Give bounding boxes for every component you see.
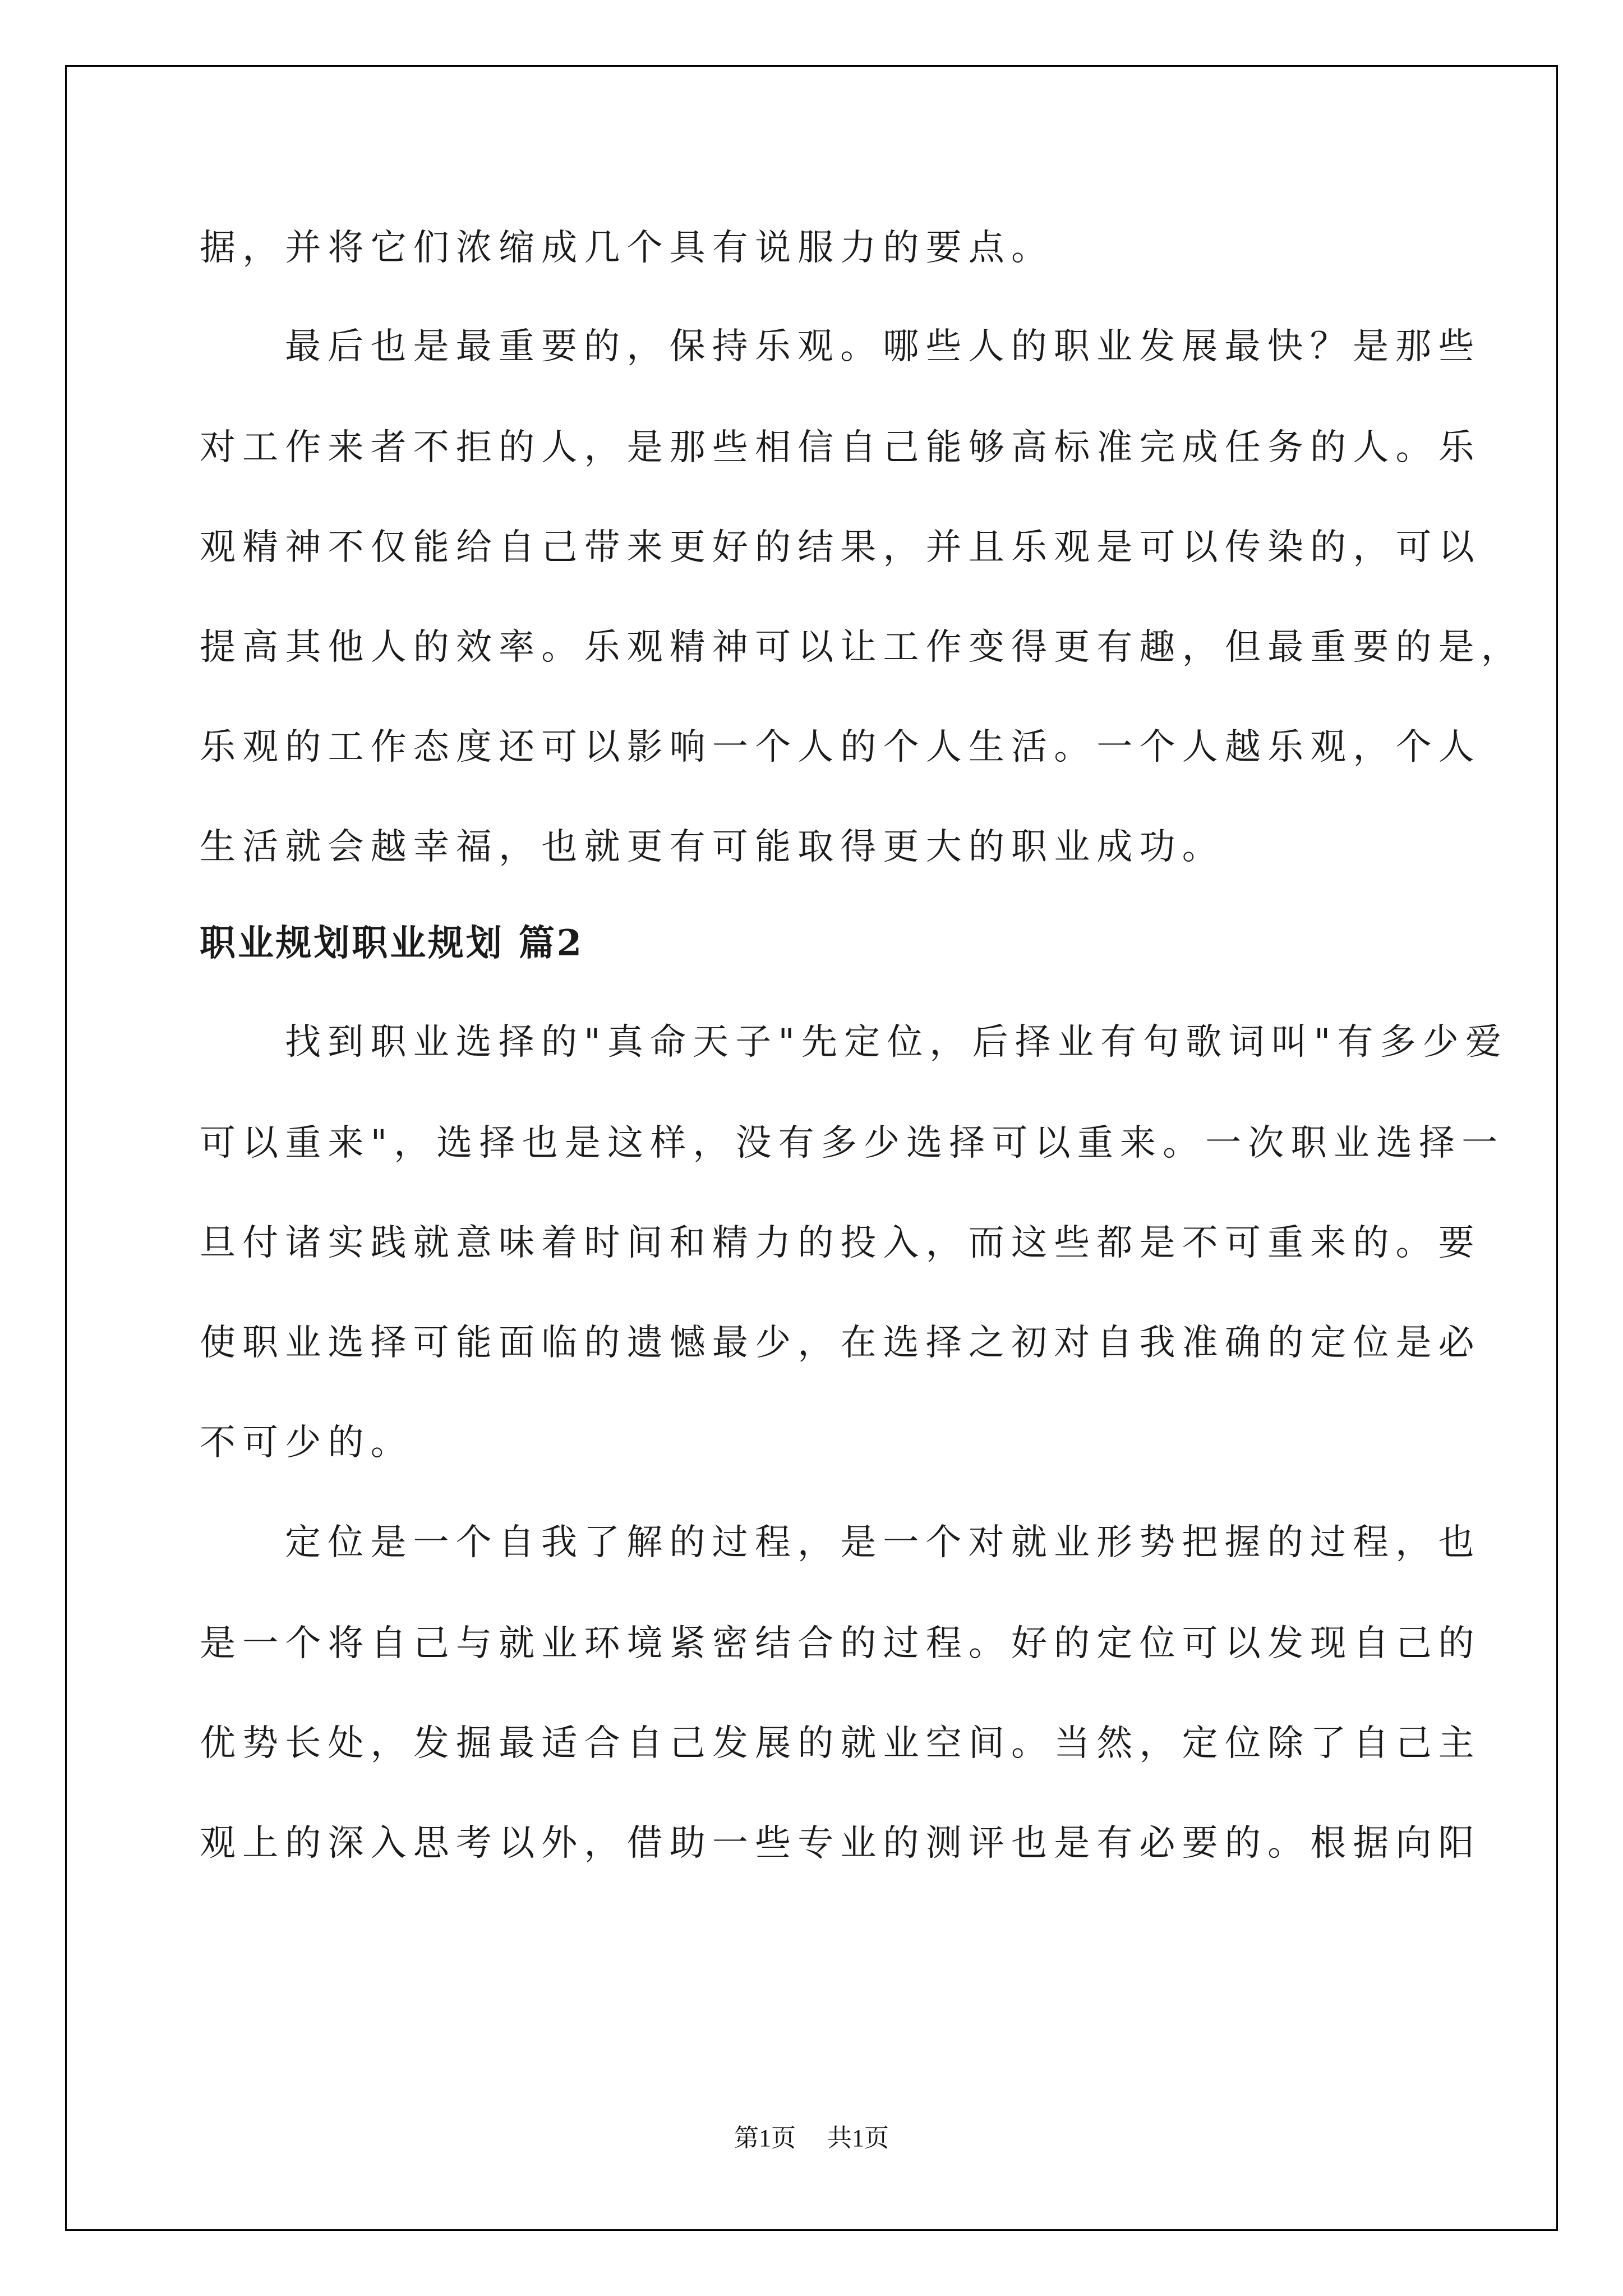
paragraph-line: 对工作来者不拒的人，是那些相信自己能够高标准完成任务的人。乐 (200, 427, 1481, 468)
paragraph-line: 乐观的工作态度还可以影响一个人的个人生活。一个人越乐观，个人 (200, 726, 1481, 768)
paragraph-line: 可以重来"，选择也是这样，没有多少选择可以重来。一次职业选择一 (200, 1122, 1505, 1164)
paragraph-line: 最后也是最重要的，保持乐观。哪些人的职业发展最快？是那些 (285, 326, 1481, 367)
paragraph-line: 旦付诸实践就意味着时间和精力的投入，而这些都是不可重来的。要 (200, 1222, 1481, 1264)
paragraph-line: 找到职业选择的"真命天子"先定位，后择业有句歌词叫"有多少爱 (285, 1022, 1509, 1063)
paragraph-line: 优势长处，发掘最适合自己发展的就业空间。当然，定位除了自己主 (200, 1723, 1481, 1764)
section-heading: 职业规划职业规划 篇2 (200, 922, 584, 964)
paragraph-line: 不可少的。 (200, 1422, 413, 1464)
page-total: 共1页 (827, 2124, 889, 2152)
paragraph-line: 定位是一个自我了解的过程，是一个对就业形势把握的过程，也 (285, 1522, 1481, 1563)
paragraph-line: 是一个将自己与就业环境紧密结合的过程。好的定位可以发现自己的 (200, 1623, 1481, 1664)
paragraph-line: 提高其他人的效率。乐观精神可以让工作变得更有趣，但最重要的是， (200, 627, 1524, 668)
paragraph-line: 使职业选择可能面临的遗憾最少，在选择之初对自我准确的定位是必 (200, 1322, 1481, 1364)
paragraph-line: 观精神不仅能给自己带来更好的结果，并且乐观是可以传染的，可以 (200, 527, 1481, 568)
page-number: 第1页 (734, 2124, 796, 2152)
paragraph-line: 生活就会越幸福，也就更有可能取得更大的职业成功。 (200, 826, 1225, 868)
page-footer (0, 2123, 1623, 2154)
paragraph-line: 观上的深入思考以外，借助一些专业的测评也是有必要的。根据向阳 (200, 1823, 1481, 1864)
paragraph-line: 据，并将它们浓缩成几个具有说服力的要点。 (200, 227, 1054, 269)
